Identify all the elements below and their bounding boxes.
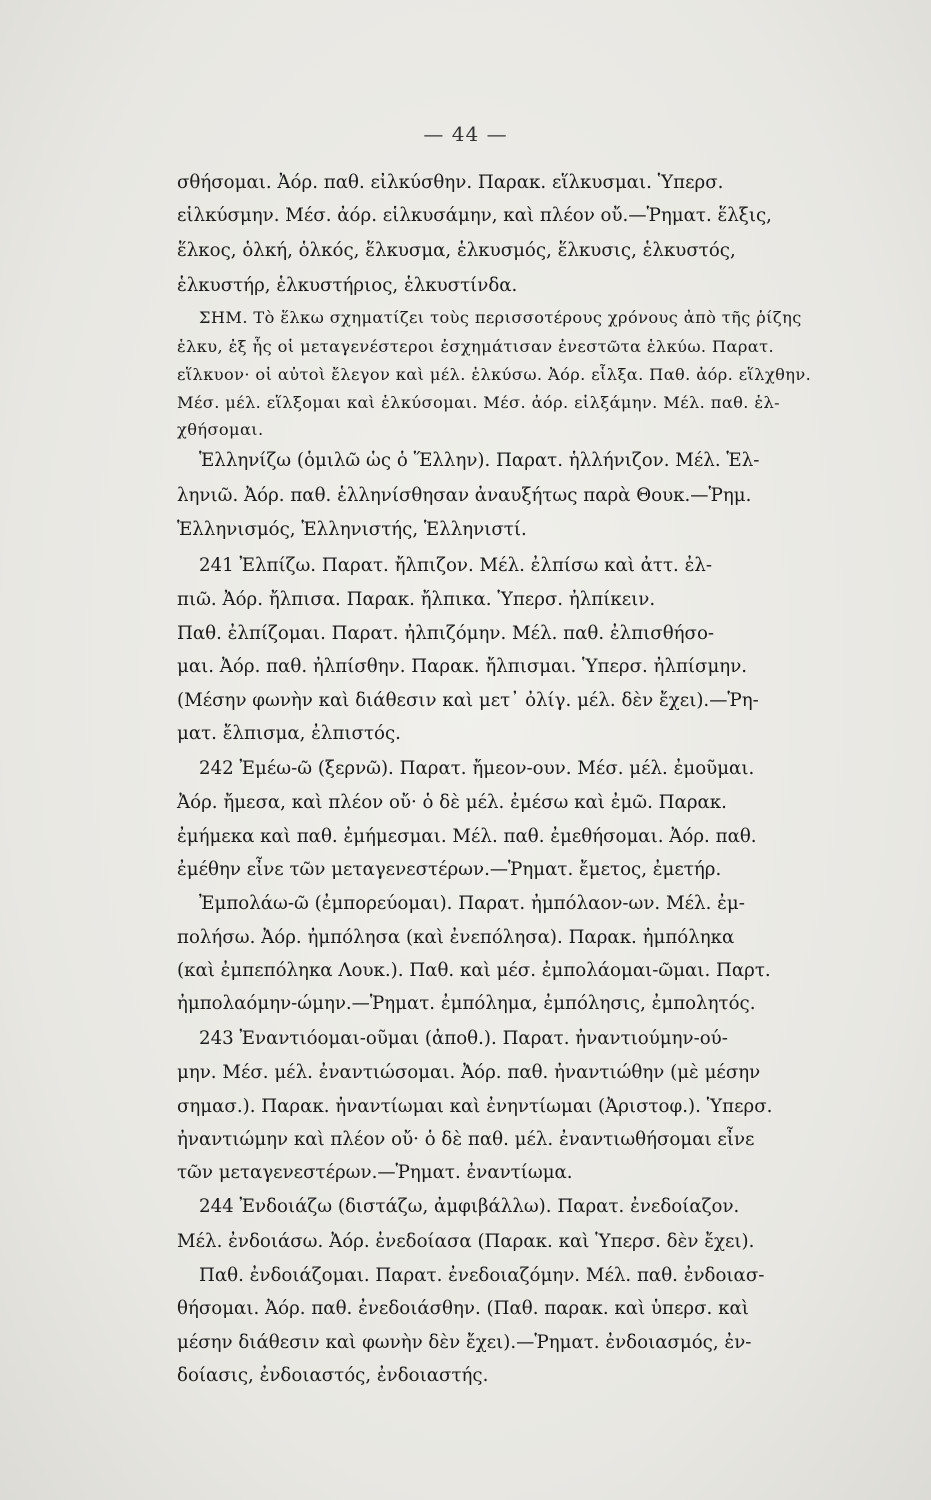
text-line: ἠναντιώμην καὶ πλέον οὔ· ὁ δὲ παθ. μέλ. ἐναντιωθήσομαι εἶνε: [177, 1129, 755, 1150]
text-line: μην. Μέσ. μέλ. ἐναντιώσομαι. Ἀόρ. παθ. ἠναντιώθην (μὲ μέσην: [177, 1062, 761, 1083]
page-number: — 44 —: [423, 122, 508, 146]
text-line: τῶν μεταγενεστέρων.—Ῥηματ. ἐναντίωμα.: [177, 1162, 573, 1183]
note-line: ΣΗΜ. Τὸ ἕλκω σχηματίζει τοὺς περισσοτέρους χρόνους ἀπὸ τῆς ῥίζης: [199, 308, 802, 327]
text-line: Ἀόρ. ἤμεσα, καὶ πλέον οὔ· ὁ δὲ μέλ. ἐμέσω καὶ ἐμῶ. Παρακ.: [177, 792, 727, 813]
text-line: Μέλ. ἐνδοιάσω. Ἀόρ. ἐνεδοίασα (Παρακ. καὶ Ὑπερσ. δὲν ἔχει).: [177, 1231, 755, 1252]
text-line: Παθ. ἐλπίζομαι. Παρατ. ἠλπιζόμην. Μέλ. παθ. ἐλπισθήσο-: [177, 623, 715, 644]
text-line: σημασ.). Παρακ. ἠναντίωμαι καὶ ἐνηντίωμαι (Ἀριστοφ.). Ὑπερσ.: [177, 1096, 773, 1117]
entry-242-line: 242 Ἐμέω-ῶ (ξερνῶ). Παρατ. ἤμεον-ουν. Μέσ. μέλ. ἐμοῦμαι.: [199, 758, 755, 779]
text-line: ματ. ἔλπισμα, ἐλπιστός.: [177, 723, 401, 744]
text-line: ἠμπολαόμην-ώμην.—Ῥηματ. ἐμπόλημα, ἐμπόλησις, ἐμπολητός.: [177, 993, 756, 1014]
text-line: Παθ. ἐνδοιάζομαι. Παρατ. ἐνεδοιαζόμην. Μέλ. παθ. ἐνδοιασ-: [199, 1265, 765, 1286]
text-line: μέσην διάθεσιν καὶ φωνὴν δὲν ἔχει).—Ῥηματ. ἐνδοιασμός, ἐν-: [177, 1332, 752, 1353]
note-line: Μέσ. μέλ. εἵλξομαι καὶ ἑλκύσομαι. Μέσ. ἀόρ. εἱλξάμην. Μέλ. παθ. ἑλ-: [177, 393, 780, 412]
text-line: πολήσω. Ἀόρ. ἠμπόλησα (καὶ ἐνεπόλησα). Παρακ. ἠμπόληκα: [177, 927, 735, 948]
entry-244-line: 244 Ἐνδοιάζω (διστάζω, ἀμφιβάλλω). Παρατ. ἐνεδοίαζον.: [199, 1196, 740, 1217]
text-line: Ἑλληνισμός, Ἑλληνιστής, Ἑλληνιστί.: [177, 519, 527, 540]
text-line: θήσομαι. Ἀόρ. παθ. ἐνεδοιάσθην. (Παθ. παρακ. καὶ ὑπερσ. καὶ: [177, 1298, 749, 1319]
text-line: δοίασις, ἐνδοιαστός, ἐνδοιαστής.: [177, 1365, 489, 1386]
text-line: (Μέσην φωνὴν καὶ διάθεσιν καὶ μετ᾽ ὀλίγ. μέλ. δὲν ἔχει).—Ῥη-: [177, 690, 759, 711]
text-line: Ἑλληνίζω (ὁμιλῶ ὡς ὁ Ἕλλην). Παρατ. ἡλλήνιζον. Μέλ. Ἑλ-: [199, 450, 760, 471]
text-line: ἐμέθην εἶνε τῶν μεταγενεστέρων.—Ῥηματ. ἔμετος, ἐμετήρ.: [177, 859, 722, 880]
text-line: μαι. Ἀόρ. παθ. ἠλπίσθην. Παρακ. ἤλπισμαι. Ὑπερσ. ἠλπίσμην.: [177, 656, 748, 677]
entry-241-line: 241 Ἐλπίζω. Παρατ. ἤλπιζον. Μέλ. ἐλπίσω καὶ ἀττ. ἐλ-: [199, 555, 713, 576]
text-line: ἐμήμεκα καὶ παθ. ἐμήμεσμαι. Μέλ. παθ. ἐμεθήσομαι. Ἀόρ. παθ.: [177, 826, 757, 847]
text-line: εἱλκύσμην. Μέσ. ἀόρ. εἱλκυσάμην, καὶ πλέον οὔ.—Ῥηματ. ἕλξις,: [177, 205, 772, 226]
note-line: ἑλκυ, ἐξ ἧς οἱ μεταγενέστεροι ἐσχημάτισαν ἐνεστῶτα ἑλκύω. Παρατ.: [177, 337, 775, 356]
text-line: πιῶ. Ἀόρ. ἤλπισα. Παρακ. ἤλπικα. Ὑπερσ. ἠλπίκειν.: [177, 589, 656, 610]
text-line: ἕλκος, ὁλκή, ὁλκός, ἕλκυσμα, ἑλκυσμός, ἕλκυσις, ἑλκυστός,: [177, 240, 736, 261]
text-line: σθήσομαι. Ἀόρ. παθ. εἰλκύσθην. Παρακ. εἵλκυσμαι. Ὑπερσ.: [177, 172, 724, 193]
text-line: Ἐμπολάω-ῶ (ἐμπορεύομαι). Παρατ. ἠμπόλαον-ων. Μέλ. ἐμ-: [199, 893, 745, 914]
note-line: εἵλκυον· οἱ αὐτοὶ ἔλεγον καὶ μέλ. ἑλκύσω. Ἀόρ. εἷλξα. Παθ. ἀόρ. εἵλχθην.: [177, 365, 812, 384]
note-line: χθήσομαι.: [177, 420, 264, 439]
text-line: ἑλκυστήρ, ἑλκυστήριος, ἑλκυστίνδα.: [177, 275, 518, 296]
text-line: ληνιῶ. Ἀόρ. παθ. ἑλληνίσθησαν ἀναυξήτως παρὰ Θουκ.—Ῥημ.: [177, 485, 752, 506]
text-line: (καὶ ἐμπεπόληκα Λουκ.). Παθ. καὶ μέσ. ἐμπολάομαι-ῶμαι. Παρτ.: [177, 960, 771, 981]
entry-243-line: 243 Ἐναντιόομαι-οῦμαι (ἀποθ.). Παρατ. ἠναντιούμην-ού-: [199, 1028, 728, 1049]
